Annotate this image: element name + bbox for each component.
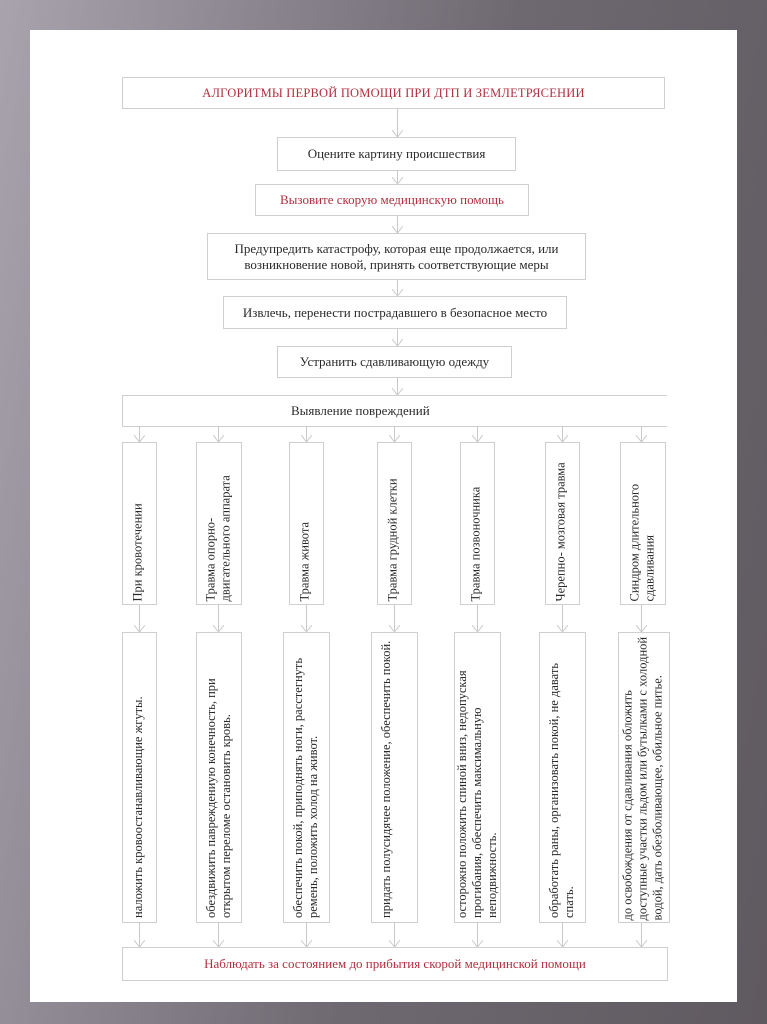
step-assess-scene: Оцените картину происшествия xyxy=(277,137,516,171)
injury-action-chest: придать полусидячее положение, обеспечить покой. xyxy=(371,632,418,923)
arrow-down-icon xyxy=(213,625,223,632)
arrow-down-icon xyxy=(301,940,311,947)
injury-label-chest: Травма грудной клетки xyxy=(377,442,412,605)
injury-action-crush-syndrome: до освобождения от сдавливания обложить доступные участки льдом или бутылками с холодной водой, дать обезболивающее, обильное питье. xyxy=(618,632,670,923)
arrow-down-icon xyxy=(557,940,567,947)
arrow-down-icon xyxy=(636,940,646,947)
injury-label-bleeding: При кровотечении xyxy=(122,442,157,605)
arrow-down-icon xyxy=(389,435,399,442)
arrow-down-icon xyxy=(557,625,567,632)
arrow-down-icon xyxy=(392,339,402,346)
arrow-down-icon xyxy=(472,625,482,632)
final-step-monitor: Наблюдать за состоянием до прибытия скорой медицинской помощи xyxy=(122,947,668,981)
injury-action-abdomen: обеспечить покой, приподнять ноги, расстегнуть ремень, положить холод на живот. xyxy=(283,632,330,923)
arrow-down-icon xyxy=(472,940,482,947)
arrow-down-icon xyxy=(389,625,399,632)
injury-action-musculoskeletal: обездвижить павреждениую конечность, при открытом переломе остановить кровь. xyxy=(196,632,242,923)
injury-action-spine: осторожно положить спиной вниз, недопуская прогибания, обеспечить максимальную неподвижность. xyxy=(454,632,501,923)
arrow-down-icon xyxy=(134,435,144,442)
arrow-down-icon xyxy=(392,388,402,395)
arrow-down-icon xyxy=(389,940,399,947)
step-remove-tight-clothing: Устранить сдавливающую одежду xyxy=(277,346,512,378)
arrow-down-icon xyxy=(392,289,402,296)
arrow-down-icon xyxy=(134,625,144,632)
arrow-down-icon xyxy=(213,435,223,442)
arrow-down-icon xyxy=(472,435,482,442)
step-move-to-safety: Извлечь, перенести пострадавшего в безопасное место xyxy=(223,296,567,329)
arrow-down-icon xyxy=(557,435,567,442)
injury-label-musculoskeletal: Травма опорно-двигательного аппарата xyxy=(196,442,242,605)
step-prevent-catastrophe: Предупредить катастрофу, которая еще продолжается, или возникновение новой, принять соответствующие меры xyxy=(207,233,586,280)
step-call-ambulance: Вызовите скорую медицинскую помощь xyxy=(255,184,529,216)
arrow-down-icon xyxy=(301,435,311,442)
arrow-down-icon xyxy=(636,435,646,442)
branch-header-identify-injuries: Выявление повреждений xyxy=(122,395,667,427)
arrow-down-icon xyxy=(392,130,402,137)
injury-label-abdomen: Травма живота xyxy=(289,442,324,605)
injury-label-crush-syndrome: Синдром длительного сдавливания xyxy=(620,442,666,605)
injury-action-bleeding: наложить кровоостанавливающие жгуты. xyxy=(122,632,157,923)
injury-action-head: обработать раны, организовать покой, не давать спать. xyxy=(539,632,586,923)
arrow-down-icon xyxy=(134,940,144,947)
diagram-title: АЛГОРИТМЫ ПЕРВОЙ ПОМОЩИ ПРИ ДТП И ЗЕМЛЕТРЯСЕНИИ xyxy=(122,77,665,109)
arrow-down-icon xyxy=(213,940,223,947)
injury-label-head: Черепно- мозговая травма xyxy=(545,442,580,605)
arrow-down-icon xyxy=(301,625,311,632)
arrow-down-icon xyxy=(392,226,402,233)
arrow-down-icon xyxy=(392,177,402,184)
injury-label-spine: Травма позвоночника xyxy=(460,442,495,605)
arrow-down-icon xyxy=(636,625,646,632)
